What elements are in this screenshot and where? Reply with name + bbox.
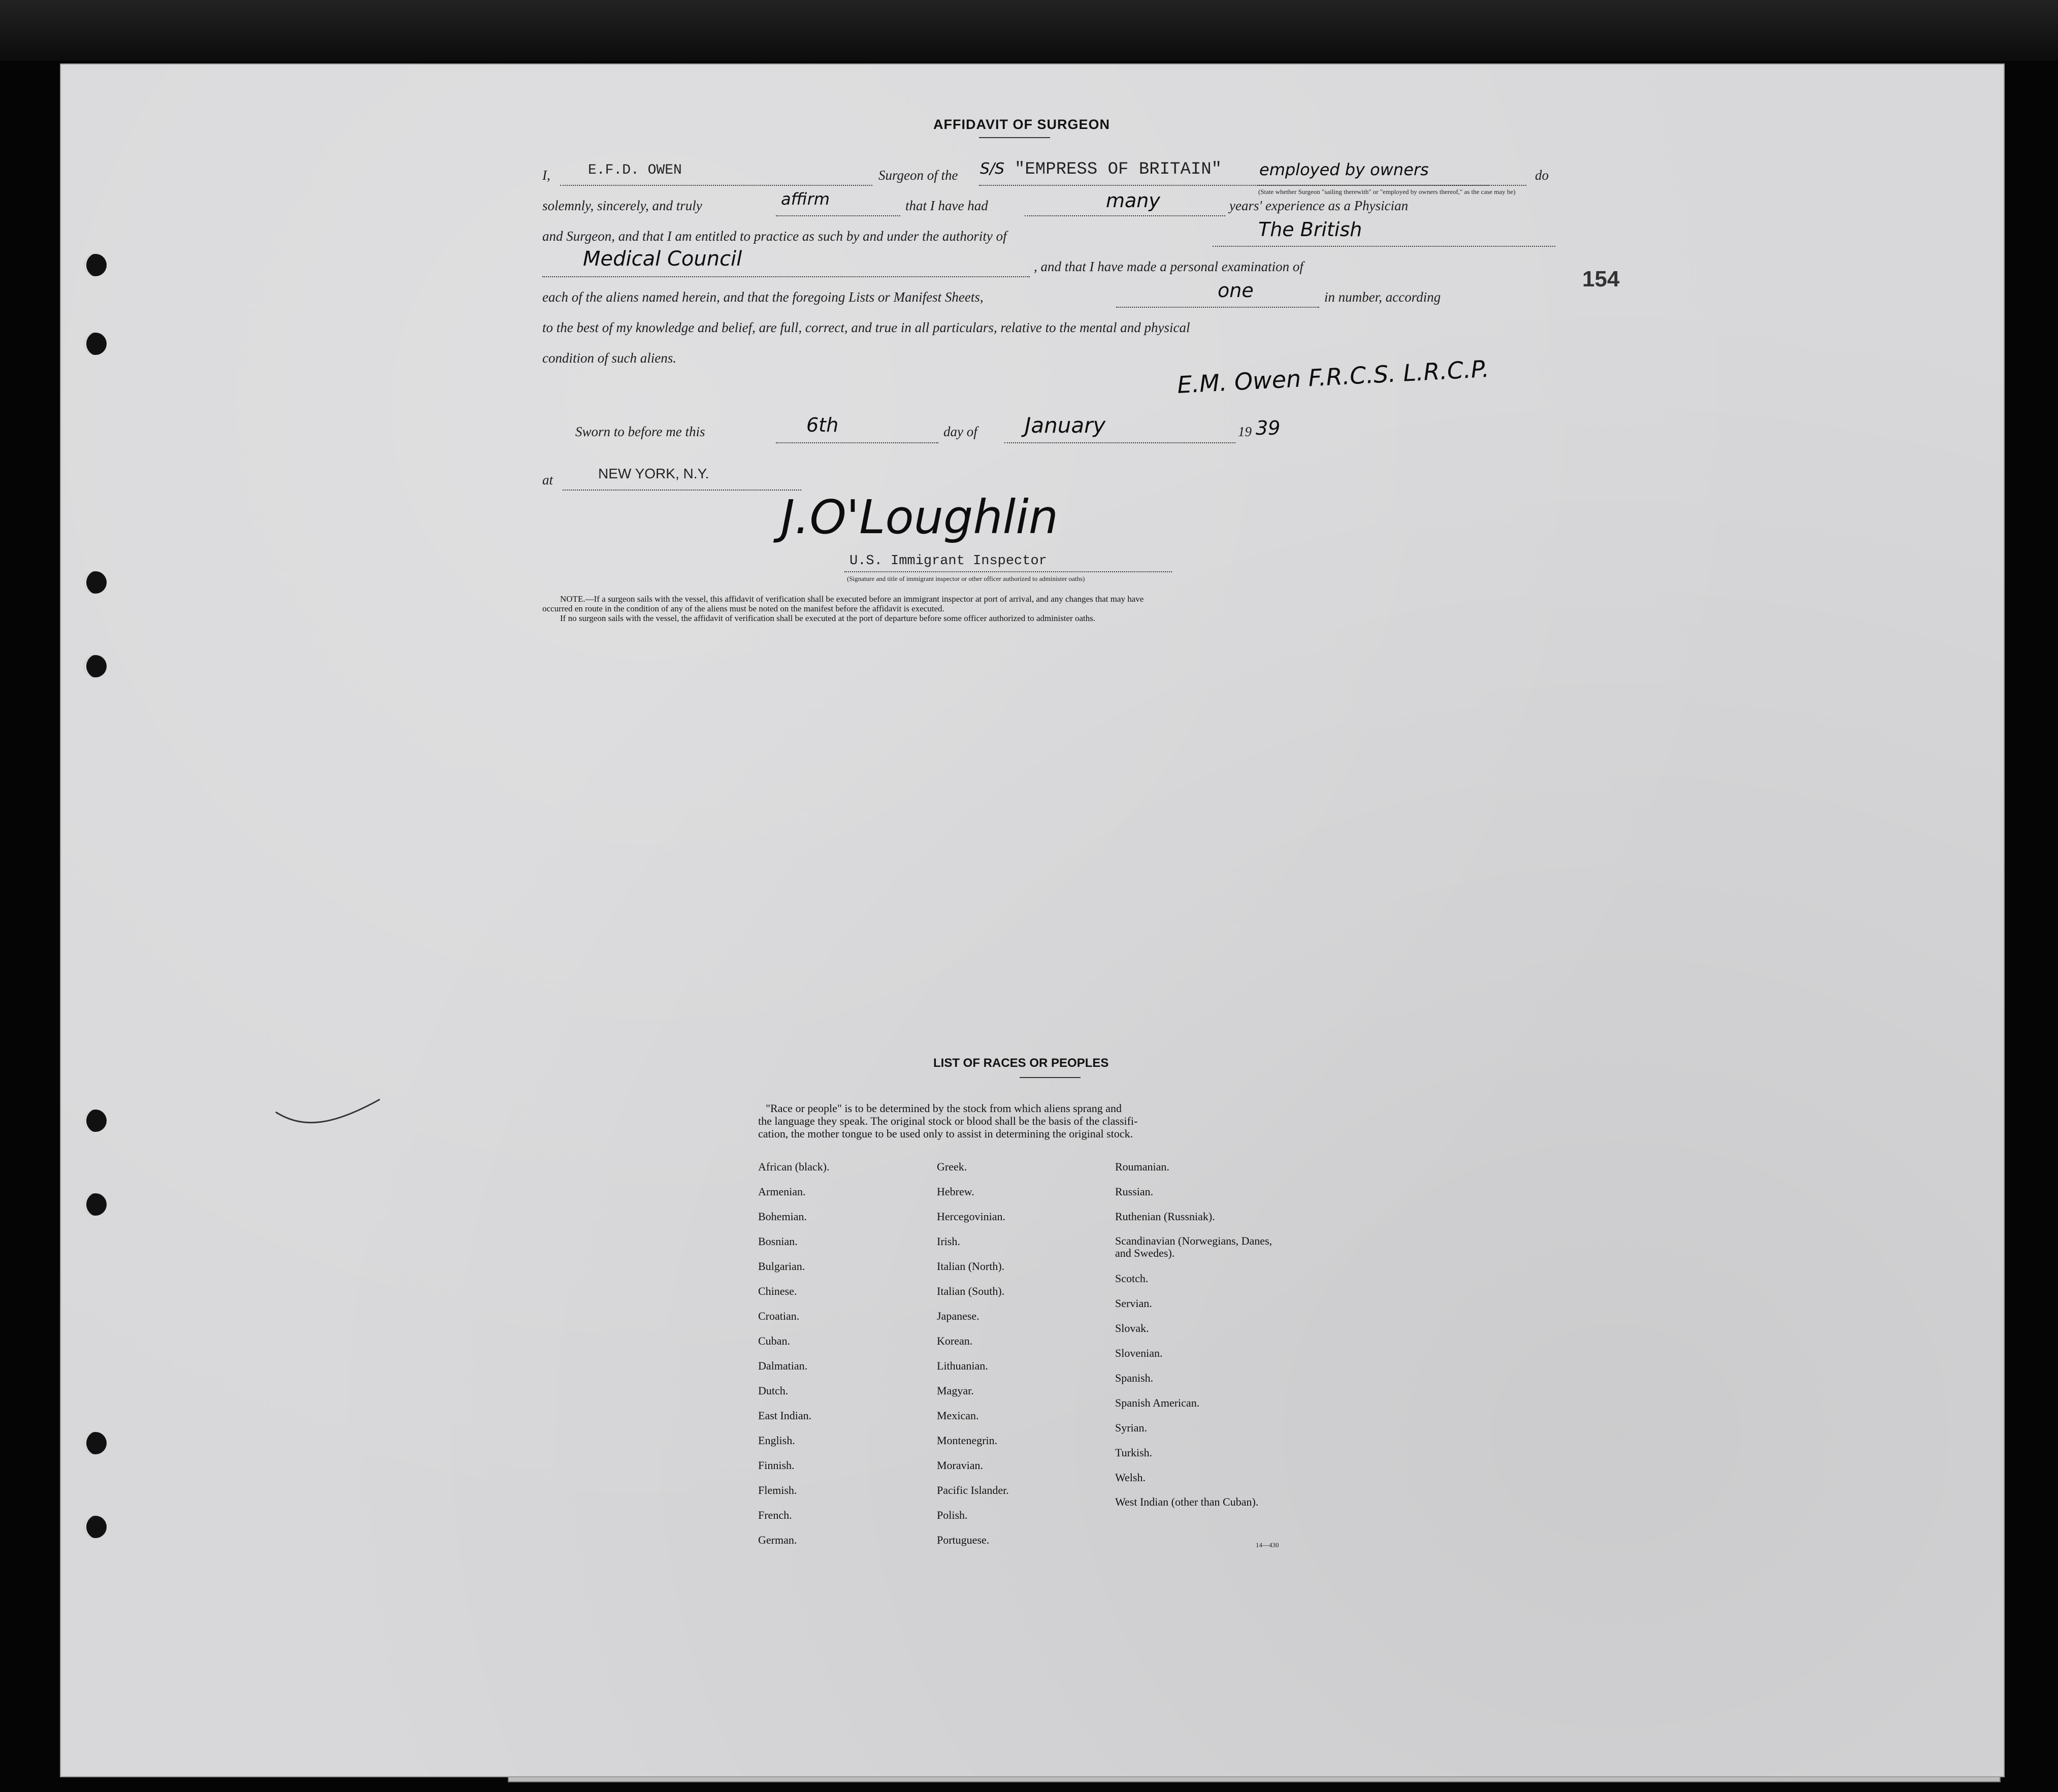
scan-top-edge	[0, 0, 2058, 61]
binder-hole	[84, 1193, 107, 1216]
race-item: Russian.	[1115, 1185, 1154, 1198]
race-item: African (black).	[758, 1160, 830, 1173]
affidavit-line6-text: to the best of my knowledge and belief, are full, correct, and true in all particulars, relative to the mental and physical	[542, 320, 1190, 335]
note-line-1: NOTE.—If a surgeon sails with the vessel, this affidavit of verification shall be executed before an immigrant inspector at port of arrival, and any changes that may have	[560, 594, 1144, 604]
affidavit-line4-text: , and that I have made a personal examination of	[1034, 259, 1303, 274]
race-item: Scandinavian (Norwegians, Danes, and Swedes).	[1115, 1234, 1272, 1259]
race-item: Italian (North).	[937, 1260, 1005, 1273]
race-item: Armenian.	[758, 1185, 806, 1198]
employment-value: employed by owners	[1259, 160, 1429, 179]
race-item: Servian.	[1115, 1297, 1152, 1310]
race-item: French.	[758, 1509, 792, 1521]
race-item: West Indian (other than Cuban).	[1115, 1495, 1259, 1508]
race-item: Finnish.	[758, 1459, 795, 1472]
race-item: Bosnian.	[758, 1235, 798, 1248]
affidavit-line1-surgeon-of: Surgeon of the	[878, 168, 958, 183]
race-item: Mexican.	[937, 1409, 979, 1422]
binder-hole	[84, 333, 107, 355]
race-item: Hercegovinian.	[937, 1210, 1005, 1223]
inspector-caption: (Signature and title of immigrant inspector or other officer authorized to administer oaths)	[847, 575, 1085, 582]
note-line-2: occurred en route in the condition of any of the aliens must be noted on the manifest before the affidavit is executed.	[542, 604, 944, 613]
race-item: German.	[758, 1534, 797, 1546]
sworn-prefix: Sworn to before me this	[575, 424, 705, 439]
sworn-place-value: NEW YORK, N.Y.	[598, 466, 709, 481]
sheets-count-value: one	[1218, 279, 1254, 302]
sworn-day-value: 6th	[806, 414, 839, 436]
binder-hole	[84, 655, 107, 677]
employment-field-caption: (State whether Surgeon "sailing therewith" or "employed by owners thereof," as the case may be)	[1258, 188, 1516, 196]
binder-hole	[84, 1516, 107, 1538]
race-item: Spanish.	[1115, 1372, 1154, 1384]
race-item: Spanish American.	[1115, 1396, 1200, 1409]
sworn-day-of: day of	[943, 424, 977, 439]
surgeon-name-value: E.F.D. OWEN	[588, 162, 682, 178]
sworn-month-value: January	[1025, 413, 1106, 438]
affirmation-value: affirm	[781, 189, 830, 209]
race-item: East Indian.	[758, 1409, 812, 1422]
race-item: Welsh.	[1115, 1471, 1146, 1484]
binder-hole	[84, 571, 107, 594]
binder-hole	[84, 254, 107, 276]
race-item: Pacific Islander.	[937, 1484, 1009, 1496]
race-item: Portuguese.	[937, 1534, 990, 1546]
race-item: Scotch.	[1115, 1272, 1149, 1285]
race-item: Greek.	[937, 1160, 967, 1173]
affidavit-line1-do: do	[1535, 168, 1549, 183]
sworn-at-label: at	[542, 472, 553, 487]
inspector-signature: J.O'Loughlin	[781, 490, 1059, 544]
races-intro-line: cation, the mother tongue to be used only to assist in determining the original stock.	[758, 1127, 1133, 1140]
race-item: Slovenian.	[1115, 1347, 1163, 1359]
race-item: Dutch.	[758, 1384, 789, 1397]
race-item: Montenegrin.	[937, 1434, 998, 1447]
affidavit-line3-text: and Surgeon, and that I am entitled to practice as such by and under the authority of	[542, 229, 1007, 244]
race-item: Syrian.	[1115, 1421, 1147, 1434]
race-item: Hebrew.	[937, 1185, 974, 1198]
stray-pen-mark	[273, 1089, 385, 1135]
race-item: Moravian.	[937, 1459, 984, 1472]
races-intro-line: "Race or people" is to be determined by the stock from which aliens sprang and	[766, 1102, 1122, 1115]
race-item: English.	[758, 1434, 795, 1447]
years-value: many	[1106, 189, 1160, 212]
race-item: Bohemian.	[758, 1210, 807, 1223]
race-item: Flemish.	[758, 1484, 797, 1496]
race-item: Slovak.	[1115, 1322, 1149, 1334]
affidavit-line2-text: solemnly, sincerely, and truly	[542, 198, 702, 213]
affidavit-line7-text: condition of such aliens.	[542, 350, 676, 366]
inspector-title: U.S. Immigrant Inspector	[850, 553, 1047, 569]
race-item: Chinese.	[758, 1285, 797, 1297]
sworn-year-prefix: 19	[1238, 424, 1252, 439]
race-item: Magyar.	[937, 1384, 974, 1397]
page-number: 154	[1582, 267, 1620, 291]
ship-name-value: "EMPRESS OF BRITAIN"	[1015, 160, 1222, 179]
race-item: Polish.	[937, 1509, 968, 1521]
binder-hole	[84, 1432, 107, 1454]
affidavit-title: AFFIDAVIT OF SURGEON	[933, 117, 1110, 132]
binder-hole	[84, 1110, 107, 1132]
race-item: Cuban.	[758, 1334, 790, 1347]
note-line-3: If no surgeon sails with the vessel, the affidavit of verification shall be executed at the port of departure before some officer authorized to administer oaths.	[560, 613, 1096, 623]
race-item: Roumanian.	[1115, 1160, 1169, 1173]
race-item: Lithuanian.	[937, 1359, 988, 1372]
race-item: Irish.	[937, 1235, 960, 1248]
authority-value-1: The British	[1258, 218, 1362, 241]
sworn-day-field	[776, 425, 938, 443]
race-item: Dalmatian.	[758, 1359, 808, 1372]
race-item: Japanese.	[937, 1310, 979, 1322]
races-title: LIST OF RACES OR PEOPLES	[933, 1056, 1109, 1070]
races-title-underline	[1020, 1077, 1081, 1078]
ship-prefix-value: S/S	[980, 160, 1005, 178]
races-intro-line: the language they speak. The original stock or blood shall be the basis of the classifi-	[758, 1115, 1138, 1127]
affidavit-line2-had: that I have had	[905, 198, 988, 213]
affidavit-line2-experience: years' experience as a Physician	[1229, 198, 1409, 213]
affidavit-line1-prefix: I,	[542, 168, 550, 183]
race-item: Italian (South).	[937, 1285, 1005, 1297]
race-item: Korean.	[937, 1334, 973, 1347]
authority-value-2: Medical Council	[583, 247, 742, 271]
affidavit-line5-text: each of the aliens named herein, and that the foregoing Lists or Manifest Sheets,	[542, 289, 984, 305]
race-item: Ruthenian (Russniak).	[1115, 1210, 1215, 1223]
title-underline	[979, 137, 1050, 138]
inspector-signature-line	[844, 571, 1172, 572]
sworn-year-value: 39	[1256, 417, 1281, 439]
form-code: 14—430	[1256, 1541, 1279, 1549]
race-item: Croatian.	[758, 1310, 800, 1322]
race-item: Turkish.	[1115, 1446, 1153, 1459]
affidavit-line5-number: in number, according	[1324, 289, 1441, 305]
race-item: Bulgarian.	[758, 1260, 805, 1273]
surgeon-signature: E.M. Owen F.R.C.S. L.R.C.P.	[1177, 354, 1490, 399]
manifest-sheet	[60, 63, 2005, 1777]
